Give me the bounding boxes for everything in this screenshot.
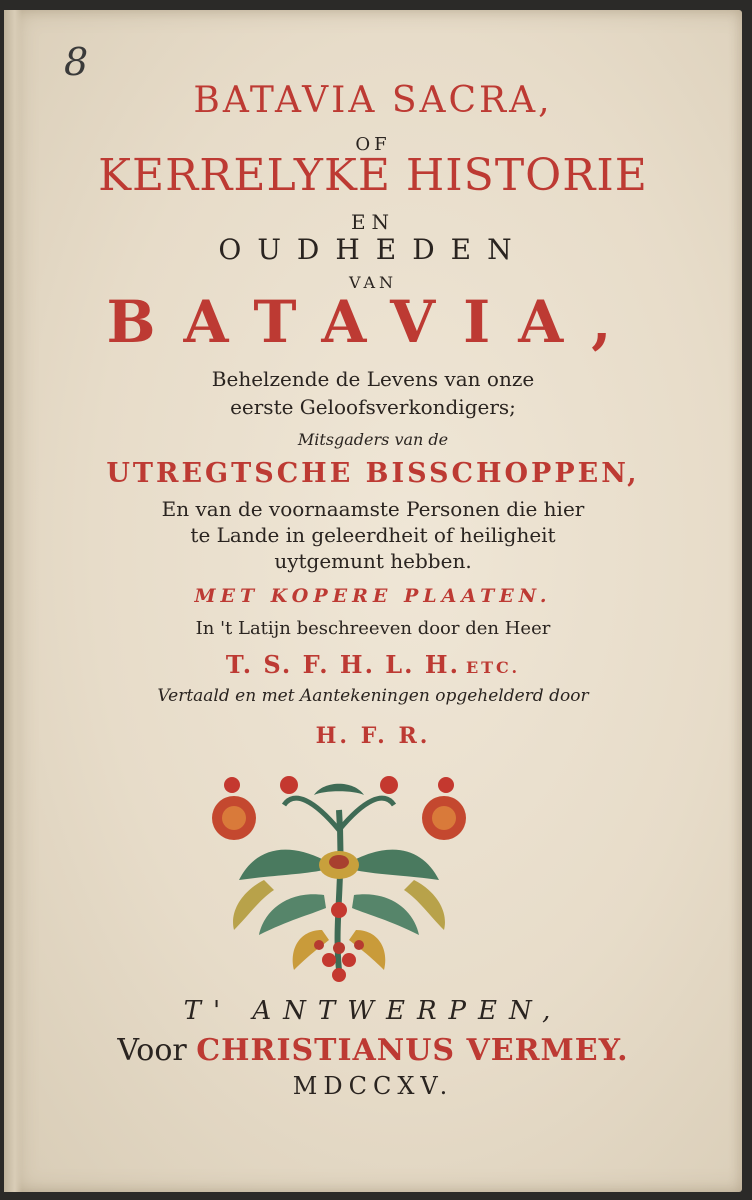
- floral-vignette-icon: [204, 770, 474, 995]
- title-line-1: BATAVIA SACRA,: [193, 80, 553, 121]
- imprint-publisher: CHRISTIANUS VERMEY.: [196, 1033, 629, 1068]
- translator-initials: H. F. R.: [315, 723, 431, 749]
- imprint-publisher-line: [4, 1033, 742, 1068]
- title-batavia: BATAVIA,: [106, 288, 640, 356]
- author-name: T. S. F. H. L. H.: [225, 650, 460, 679]
- title-van: VAN: [348, 273, 398, 292]
- description-line: Behelzende de Levens van onze: [211, 367, 535, 391]
- latin-attribution: In 't Latijn beschreeven door den Heer: [195, 618, 551, 639]
- mitsgaders-line: Mitsgaders van de: [297, 430, 449, 449]
- title-en: EN: [350, 210, 396, 234]
- author-etc: ETC.: [465, 658, 521, 677]
- description-line: eerste Geloofsverkondigers;: [230, 395, 516, 419]
- plates-note: MET KOPERE PLAATEN.: [194, 585, 552, 607]
- title-oudheden: OUDHEDEN: [218, 233, 528, 266]
- imprint-place: T' ANTWERPEN,: [183, 996, 563, 1026]
- description-block-1: [4, 365, 742, 421]
- description-line: En van de voornaamste Personen die hier: [161, 497, 585, 521]
- imprint-year: MDCCXV.: [292, 1072, 454, 1100]
- title-line-2: KERRELYKE HISTORIE: [98, 150, 648, 201]
- description-line: te Lande in geleerdheit of heiligheit: [190, 523, 556, 547]
- description-block-2: [4, 496, 742, 574]
- title-of: OF: [355, 134, 391, 155]
- author-initials: [4, 650, 742, 679]
- title-page: [4, 10, 742, 1192]
- description-line: uytgemunt hebben.: [274, 549, 472, 573]
- margin-mark: 8: [64, 40, 89, 84]
- translation-note: Vertaald en met Aantekeningen opgehelderd door: [157, 686, 589, 706]
- utregtsche-bisschoppen: UTREGTSCHE BISSCHOPPEN,: [106, 458, 640, 489]
- imprint-voor: Voor: [117, 1033, 187, 1068]
